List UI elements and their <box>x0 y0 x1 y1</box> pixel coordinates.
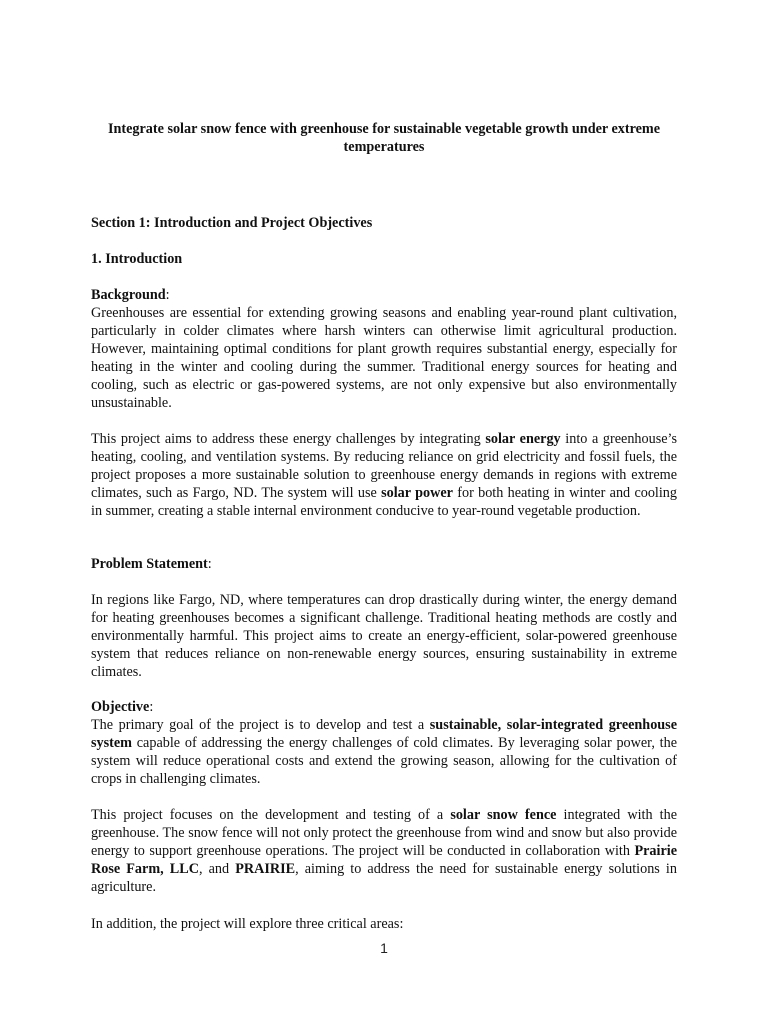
page-number: 1 <box>380 940 388 956</box>
background-label: Background <box>91 287 166 303</box>
focus-text-4: , aiming to address the need for sustainable energy solutions in agriculture. <box>91 861 677 895</box>
objective-label: Objective <box>91 699 150 715</box>
subsection-heading: 1. Introduction <box>91 251 183 267</box>
background-heading: Background: <box>91 287 170 303</box>
focus-text-3: , and <box>198 861 236 877</box>
aims-text-2: into a greenhouse’s heating, cooling, and ventilation systems. By reducing reliance on grid electricity and fossil fuels, the project proposes a more sustainable solution to greenhouse energy demands in regions with extreme climates, such as Fargo, ND. The system will use <box>91 431 677 501</box>
document-title: Integrate solar snow fence with greenhouse for sustainable vegetable growth under extreme temperatures <box>107 121 661 155</box>
focus-bold-prairie: PRAIRIE <box>235 861 296 877</box>
aims-text-1: This project aims to address these energy challenges by integrating <box>91 431 486 447</box>
objective-heading: Objective: <box>91 699 154 715</box>
background-paragraph: Greenhouses are essential for extending growing seasons and enabling year-round plant cultivation, particularly in colder climates where harsh winters can otherwise limit agricultural production. However, maintaining optimal conditions for plant growth requires substantial energy, especially for heating in the winter and cooling during the summer. Traditional energy sources for heating and cooling, such as electric or gas-powered systems, are not only expensive but also environmentally unsustainable. <box>91 305 677 411</box>
section-heading: Section 1: Introduction and Project Objectives <box>91 215 373 231</box>
aims-bold-solar-power: solar power <box>381 485 453 501</box>
objective-paragraph <box>91 716 677 788</box>
aims-bold-solar-energy: solar energy <box>485 431 561 447</box>
closing-line: In addition, the project will explore three critical areas: <box>91 916 404 932</box>
problem-heading: Problem Statement: <box>91 556 212 572</box>
objective-bold-system: sustainable, solar-integrated greenhouse system <box>91 717 678 751</box>
focus-bold-snow-fence: solar snow fence <box>450 807 557 823</box>
document-page <box>91 120 678 932</box>
focus-bold-prairie-rose: Prairie Rose Farm, LLC <box>91 843 677 877</box>
problem-label: Problem Statement <box>91 556 208 572</box>
focus-text-1: This project focuses on the development and testing of a <box>91 807 451 823</box>
problem-paragraph: In regions like Fargo, ND, where temperatures can drop drastically during winter, the energy demand for heating greenhouses becomes a significant challenge. Traditional heating methods are costly and environmentally harmful. This project aims to create an energy-efficient, solar-powered greenhouse system that reduces reliance on non-renewable energy sources, ensuring sustainability in extreme climates. <box>91 592 677 680</box>
objective-text-2: capable of addressing the energy challenges of cold climates. By leveraging solar power, the system will reduce operational costs and extend the growing season, allowing for the cultivation of crops in challenging climates. <box>91 735 677 787</box>
focus-text-2: integrated with the greenhouse. The snow fence will not only protect the greenhouse from wind and snow but also provide energy to support greenhouse operations. The project will be conducted in collaboration with <box>91 807 678 859</box>
objective-text-1: The primary goal of the project is to develop and test a <box>91 717 430 733</box>
aims-text-3: for both heating in winter and cooling in summer, creating a stable internal environment conducive to year-round vegetable production. <box>91 485 677 519</box>
aims-paragraph <box>91 430 677 520</box>
focus-paragraph <box>91 806 677 896</box>
